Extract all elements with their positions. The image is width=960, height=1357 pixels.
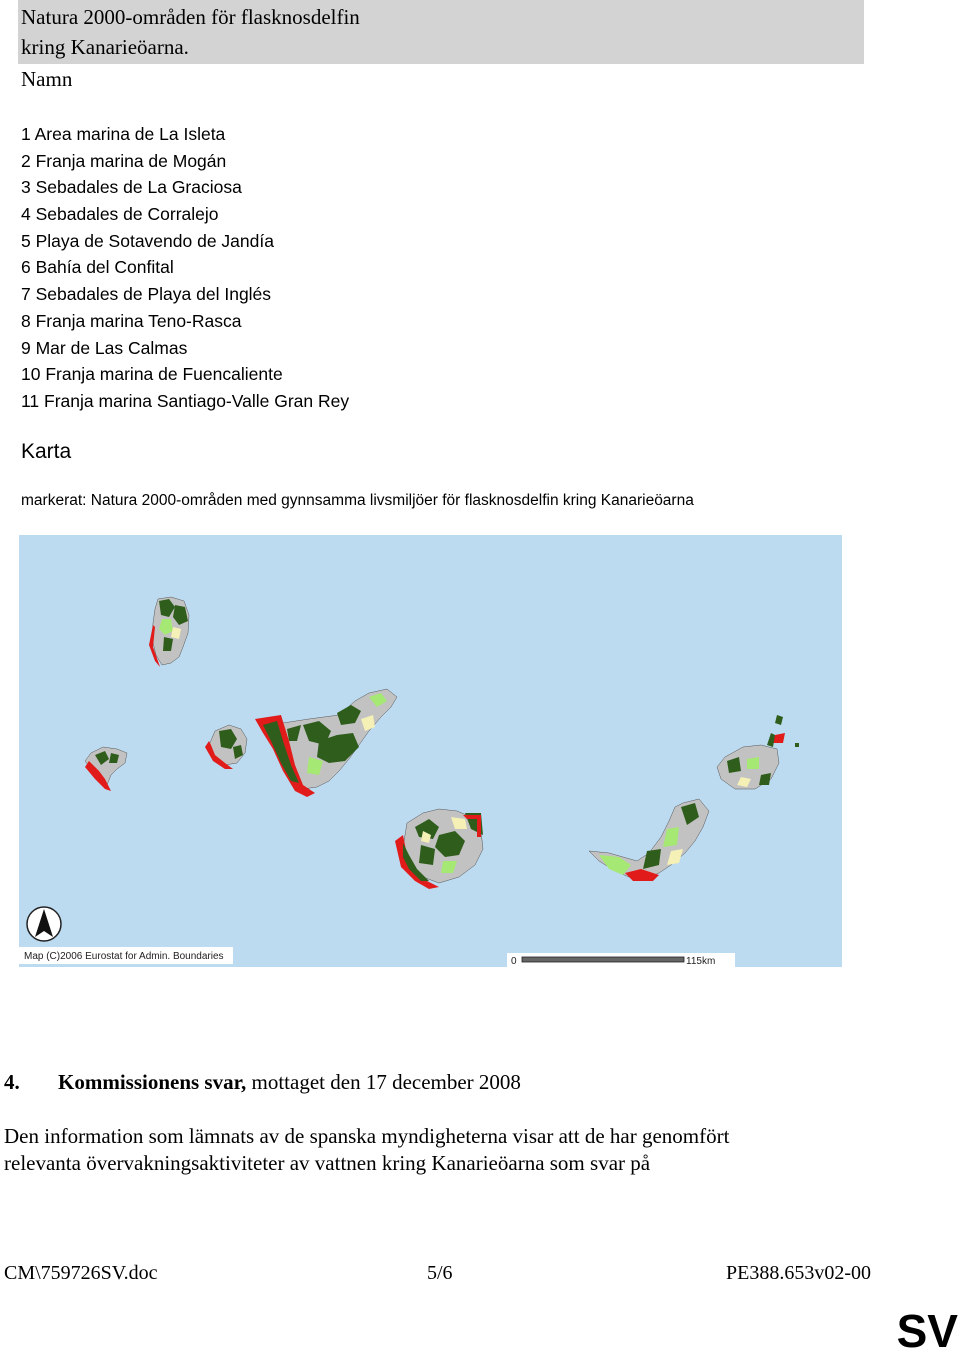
footer-doc-ref: CM\759726SV.doc	[4, 1262, 158, 1284]
section-heading	[4, 1067, 521, 1097]
list-item: 11 Franja marina Santiago-Valle Gran Rey	[21, 390, 350, 411]
title-line-2: kring Kanarieöarna.	[21, 35, 189, 59]
scale-bar	[522, 957, 684, 962]
paragraph-line-2: relevanta övervakningsaktiviteter av vattnen kring Kanarieöarna som svar på	[4, 1151, 651, 1175]
list-item: 8 Franja marina Teno-Rasca	[21, 310, 242, 331]
sea-area	[19, 535, 842, 967]
section-title: Kommissionens svar,	[58, 1070, 247, 1094]
language-badge: SV	[896, 1305, 958, 1357]
list-item: 5 Playa de Sotavendo de Jandía	[21, 230, 274, 251]
footer-pe-number: PE388.653v02-00	[726, 1262, 871, 1284]
map-heading: Karta	[21, 440, 72, 463]
list-item: 9 Mar de Las Calmas	[21, 337, 188, 358]
footer-page-number: 5/6	[427, 1262, 453, 1284]
site-list	[21, 121, 349, 415]
map-caption: markerat: Natura 2000-områden med gynnsamma livsmiljöer för flasknosdelfin kring Kanarieöarna	[21, 492, 694, 509]
paragraph-line-1: Den information som lämnats av de spanska myndigheterna visar att de har genomfört	[4, 1124, 730, 1148]
scale-start: 0	[511, 956, 517, 967]
scale-end: 115km	[686, 956, 716, 967]
list-item: 3 Sebadales de La Graciosa	[21, 177, 242, 198]
canary-islands-map	[19, 535, 842, 967]
answer-paragraph	[4, 1123, 954, 1177]
list-item: 4 Sebadales de Corralejo	[21, 204, 219, 225]
title-line-1: Natura 2000-områden för flasknosdelfin	[21, 5, 360, 29]
names-heading: Namn	[21, 67, 73, 91]
list-item: 2 Franja marina de Mogán	[21, 150, 227, 171]
list-item: 7 Sebadales de Playa del Inglés	[21, 284, 272, 305]
section-number: 4.	[4, 1070, 20, 1094]
map-credit: Map (C)2006 Eurostat for Admin. Boundaries	[24, 951, 224, 962]
list-item: 1 Area marina de La Isleta	[21, 124, 226, 144]
list-item: 10 Franja marina de Fuencaliente	[21, 364, 283, 385]
section-title-rest: mottaget den 17 december 2008	[246, 1070, 521, 1094]
list-item: 6 Bahía del Confital	[21, 257, 174, 278]
north-arrow-icon	[27, 907, 61, 941]
